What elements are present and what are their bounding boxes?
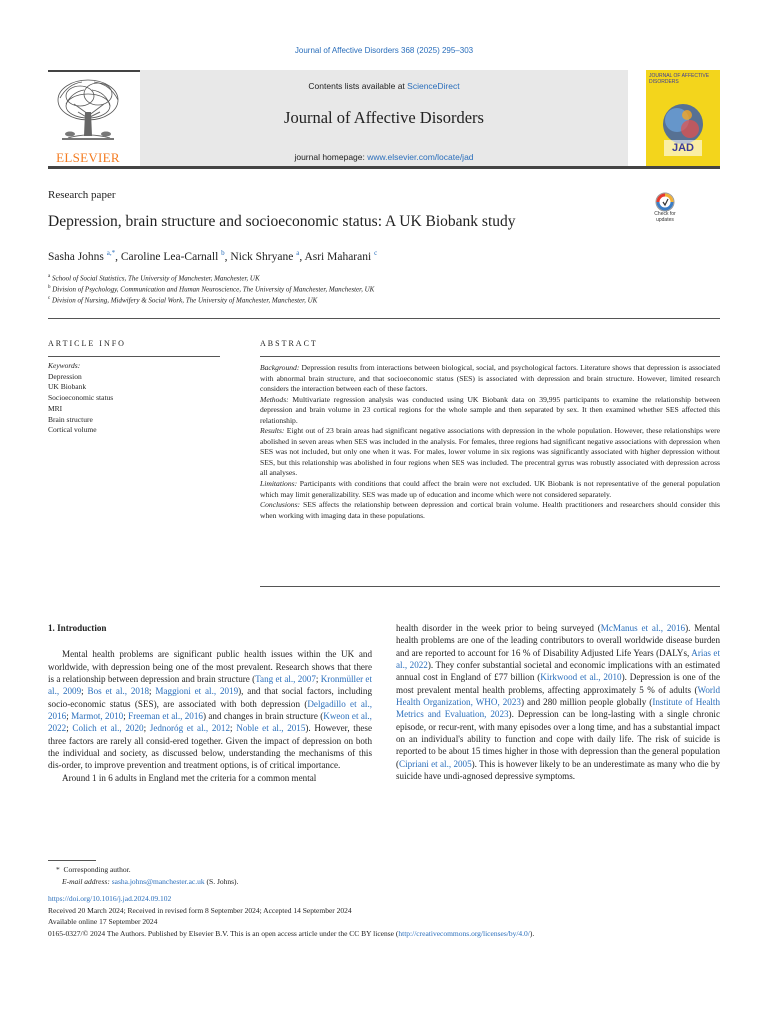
keyword: Brain structure [48,414,93,424]
author-sup[interactable]: b [221,249,225,257]
keyword: Depression [48,371,82,381]
citation-link[interactable]: Noble et al., 2015 [236,723,306,734]
abstract-label: Conclusions: [260,500,301,510]
body-text: ). Depression is one of the most prevalent mental health problems, affecting approximately 5 % of adults ( [396,672,721,695]
homepage-prefix: journal homepage: [294,152,368,162]
body-text: ). Mental health problems are one of the leading contributors to overall worldwide disease burden and are reported to account for 16 % of Disability Adjusted Life Years (DALYs, [396,623,720,658]
abstract-heading: ABSTRACT [260,339,318,348]
abstract-results [260,426,720,479]
abstract-text: Participants with conditions that could affect the brain were not excluded. UK Biobank is not representative of the general population which may limit generalizability. SES was made up of education and income which were not considered separately. [260,479,720,499]
body-column-left [48,622,372,784]
abstract-limitations [260,479,720,500]
corresponding-text: Corresponding author. [63,865,131,874]
citation-link[interactable]: Maggioni et al., 2019 [155,686,239,697]
footnote-rule [48,860,96,861]
license-link[interactable]: http://creativecommons.org/licenses/by/4.0/ [398,928,530,938]
body-text: ), and that social factors, including socio-economic status (SES), are associated with both depression ( [48,686,372,709]
abstract-label: Methods: [260,394,289,404]
received-dates: Received 20 March 2024; Received in revised form 8 September 2024; Accepted 14 September 2024 [48,905,352,915]
author-sup[interactable]: a [296,249,300,257]
citation-link[interactable]: Jednoróg et al., 2012 [149,723,231,734]
author-name[interactable]: Sasha Johns [48,250,104,263]
abstract-label: Limitations: [260,479,298,489]
journal-title: Journal of Affective Disorders [284,108,484,127]
body-text: ) and changes in brain structure ( [202,711,324,722]
affiliation-c [48,296,317,304]
abstract-label: Results: [260,426,285,436]
abstract-body [260,363,720,521]
email-suffix: (S. Johns). [204,876,239,886]
body-text: ; [81,686,88,697]
available-online: Available online 17 September 2024 [48,917,158,926]
body-text: ; [66,711,72,722]
citation-link[interactable]: Institute of Health Metrics and Evaluation, 2023 [396,697,721,720]
email-link[interactable]: sasha.johns@manchester.ac.uk [111,876,205,886]
cover-badge: JAD [671,142,694,154]
abstract-text: SES affects the relationship between depression and cortical brain volume. Health practitioners and researchers should consider this when working with imaging data in these populations. [260,500,720,520]
body-text: ; [123,711,129,722]
abstract-text: Eight out of 23 brain areas had significant negative associations with depression in the whole population. However, these relationships were abolished in seven areas when SES was included in the analysis. For females, three regions had significant negative associations with depression when SES was not included, but only one when it was. For males, lower volume in six regions was significantly associated with higher depression without SES, but this relationship was abolished in four regions when SES was included. The precentral gyrus was robustly associated with depression across all analyses. [260,426,720,478]
author-name[interactable]: Caroline Lea-Carnall [120,250,219,263]
citation-line[interactable]: Journal of Affective Disorders 368 (2025) 295–303 [294,46,474,55]
section-heading: 1. Introduction [48,623,107,633]
contents-prefix: Contents lists available at [308,81,408,91]
abstract-methods [260,395,720,427]
abstract-conclusions [260,500,720,521]
author-name[interactable]: Asri Maharani [304,250,372,263]
paper-type: Research paper [48,189,116,201]
citation-link[interactable]: Kirkwood et al., 2010 [540,672,622,683]
body-paragraph [48,648,372,771]
citation-link[interactable]: Kweon et al., 2022 [48,711,372,734]
citation-link[interactable]: Bos et al., 2018 [87,686,150,697]
body-text: ). They confer substantial societal and economic implications with an estimated annual cost in England of £77 billion ( [396,660,720,683]
citation-link[interactable]: Cipriani et al., 2005 [399,758,472,769]
citation-link[interactable]: Kronmüller et al., 2009 [48,674,372,697]
affiliation-sup: a [48,274,51,279]
affiliation-text: School of Social Statistics, The University of Manchester, Manchester, UK [51,274,260,283]
affiliation-b [48,285,374,293]
article-info-rule [48,356,220,357]
right-paragraphs [396,622,720,782]
body-text: Mental health problems are significant public health issues within the UK and worldwide, with depression being one of the most prevalent. Research shows that there is a relationship between depression and brain structure ( [48,649,372,685]
citation-link[interactable]: Marmot, 2010 [71,711,124,722]
body-column-right [396,622,720,782]
email-label: E-mail address: [62,876,112,886]
body-text: ; [149,686,156,697]
affiliation-text: Division of Psychology, Communication and Human Neuroscience, The University of Manchester, Manchester, UK [52,285,375,294]
citation-link[interactable]: World Health Organization, WHO, 2023 [396,684,720,708]
affiliation-text: Division of Nursing, Midwifery & Social Work, The University of Manchester, Manchester, UK [51,296,318,305]
author-name[interactable]: Nick Shryane [230,250,294,263]
abstract-background [260,363,720,395]
elsevier-wordmark[interactable]: ELSEVIER [56,150,120,165]
email-footnote [48,876,728,888]
license-prefix: 0165-0327/© 2024 The Authors. Published by Elsevier B.V. This is an open access article under the CC BY license ( [48,928,399,938]
body-text: health disorder in the week prior to being surveyed ( [396,623,601,633]
journal-cover-image[interactable] [646,70,720,166]
body-text: ; [230,723,237,734]
body-text: Around 1 in 6 adults in England met the criteria for a common mental [62,772,317,783]
abstract-bottom-rule [260,586,720,587]
abstract-label: Background: [260,363,300,372]
citation-link[interactable]: Colich et al., 2020 [72,723,144,734]
author-list: Sasha Johns $^{a,*}$, Caroline Lea-Carnall $^b$, Nick Shryane $^a$, Asri Maharani $^c$ [48,249,378,263]
keywords-list [48,361,220,436]
body-paragraph [396,622,720,782]
license-line [48,928,728,940]
paper-title: Depression, brain structure and socioeconomic status: A UK Biobank study [48,213,516,230]
left-paragraphs [48,648,372,784]
citation-link[interactable]: Arias et al., 2022 [396,647,720,671]
homepage-link[interactable]: www.elsevier.com/locate/jad [367,152,474,162]
affiliation-a [48,274,260,282]
abstract-text: Depression results from interactions between biological, social, and psychological factors. Literature shows that depression is associated with abnormal brain structure, and that socioeconomic status (SES) is associated with depression and brain structure. However, limited research considers the interaction between each of these factors. [260,363,720,394]
section-divider [48,318,720,319]
body-text: ; [143,723,150,734]
contents-line [140,81,628,91]
citation-link[interactable]: Tang et al., 2007 [255,674,316,685]
citation-link[interactable]: McManus et al., 2016 [600,623,686,633]
affiliation-sup: b [48,285,51,290]
body-text: ). However, these three factors are rarely all consid-ered together. Given the impact of depression on both the individual and society, as discussed below, understanding the mechanisms of this dis-order, to improve prevention and treatment options, is of critical importance. [48,723,372,771]
body-text: ). This is however likely to be an underestimate as many who die by suicide have undi-agnosed depressive symptoms. [396,758,720,782]
body-text: ). Depression can be long-lasting with a single chronic episode, or recur-rent, with many episodes over a long time, and has a substantial impact on an individual's ability to function and cope with daily life. The risk of suicide is reported to be about 15 times higher in those with depression than the general population ( [396,709,720,769]
body-text: ; [66,723,73,734]
body-text: ) and 280 million people globally ( [520,697,653,708]
citation-link[interactable]: Freeman et al., 2016 [128,711,203,722]
doi-link[interactable]: https://doi.org/10.1016/j.jad.2024.09.102 [48,894,172,903]
affiliation-sup: c [48,296,51,301]
citation-link[interactable]: Delgadillo et al., 2016 [48,698,373,722]
keywords-label: Keywords: [48,361,81,370]
footnotes [48,864,728,939]
author-sup[interactable]: a,* [106,249,116,257]
keyword: Socioeconomic status [48,393,114,403]
header-bottom-rule [48,166,720,169]
abstract-text: Multivariate regression analysis was conducted using UK Biobank data on 39,995 participants to examine the relationship between depression and brain volume in 23 cortical regions for the whole sample and then separated by sex. It then examined whether SES affected this relationship. [260,394,720,425]
sciencedirect-link[interactable]: ScienceDirect [407,81,460,91]
keyword: Cortical volume [48,425,97,435]
license-suffix: ). [529,928,535,938]
corresponding-footnote: * Corresponding author. [56,865,131,874]
abstract-rule [260,356,720,357]
check-for-updates-label: Check for updates [654,211,676,223]
article-info-heading: ARTICLE INFO [48,339,126,348]
keyword: MRI [48,403,63,413]
author-sup[interactable]: c [374,249,378,257]
body-text: ; [315,674,321,685]
body-paragraph [48,772,372,784]
keyword: UK Biobank [48,382,87,392]
cover-title: JOURNAL OF AFFECTIVE DISORDERS [649,73,710,85]
homepage-line [140,152,628,162]
